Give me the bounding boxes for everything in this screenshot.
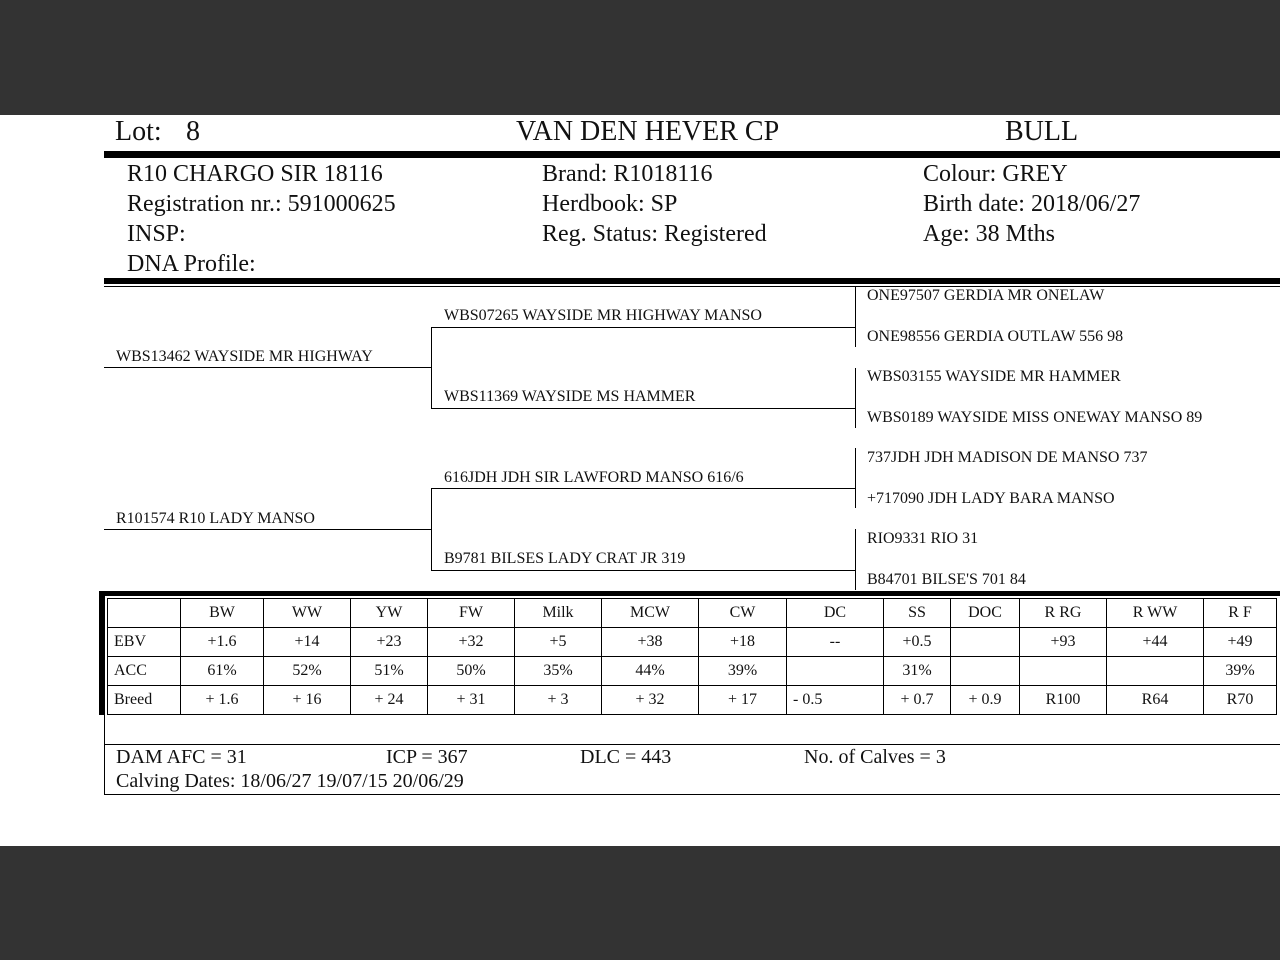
table-cell: + 1.6 xyxy=(181,686,264,715)
table-cell: + 31 xyxy=(428,686,515,715)
table-cell: +14 xyxy=(264,628,351,657)
dam-name: R101574 R10 LADY MANSO xyxy=(116,510,315,527)
age-field: Age: 38 Mths xyxy=(923,221,1055,247)
registration-number: Registration nr.: 591000625 xyxy=(127,191,396,217)
gg-name-4: WBS0189 WAYSIDE MISS ONEWAY MANSO 89 xyxy=(867,409,1203,426)
info-divider xyxy=(104,278,1280,284)
gg-name-6: +717090 JDH LADY BARA MANSO xyxy=(867,490,1115,507)
table-cell: +23 xyxy=(351,628,428,657)
sire-bracket xyxy=(431,327,432,408)
table-cell: R100 xyxy=(1020,686,1107,715)
table-cell: +32 xyxy=(428,628,515,657)
header-divider xyxy=(104,151,1280,158)
animal-sex: BULL xyxy=(1005,116,1079,147)
breeder-name: VAN DEN HEVER CP xyxy=(516,116,780,147)
calves-count: No. of Calves = 3 xyxy=(804,746,946,768)
table-cell: 44% xyxy=(602,657,699,686)
table-cell: 39% xyxy=(1204,657,1277,686)
table-cell: + 3 xyxy=(515,686,602,715)
table-cell: 52% xyxy=(264,657,351,686)
table-cell: 51% xyxy=(351,657,428,686)
table-cell: R64 xyxy=(1107,686,1204,715)
table-header: YW xyxy=(351,599,428,628)
table-cell: +49 xyxy=(1204,628,1277,657)
table-cell: 61% xyxy=(181,657,264,686)
sire-dam-line xyxy=(431,408,855,409)
ebv-top-border xyxy=(99,591,1280,596)
gg-bracket-3 xyxy=(855,448,856,508)
ebv-header-row xyxy=(108,599,1277,628)
table-cell: R70 xyxy=(1204,686,1277,715)
table-header: DC xyxy=(787,599,884,628)
table-header: Milk xyxy=(515,599,602,628)
brand-field: Brand: R1018116 xyxy=(542,161,713,187)
breed-row xyxy=(108,686,1277,715)
colour-field: Colour: GREY xyxy=(923,161,1068,187)
table-cell: + 17 xyxy=(699,686,787,715)
table-header: WW xyxy=(264,599,351,628)
table-cell xyxy=(951,628,1020,657)
table-header: DOC xyxy=(951,599,1020,628)
table-cell: +1.6 xyxy=(181,628,264,657)
table-cell: +44 xyxy=(1107,628,1204,657)
table-cell: + 24 xyxy=(351,686,428,715)
table-header: BW xyxy=(181,599,264,628)
birth-date-field: Birth date: 2018/06/27 xyxy=(923,191,1141,217)
lot-sheet xyxy=(0,115,1280,846)
acc-row xyxy=(108,657,1277,686)
ebv-row xyxy=(108,628,1277,657)
dam-afc: DAM AFC = 31 xyxy=(116,746,247,768)
sire-sire-name: WBS07265 WAYSIDE MR HIGHWAY MANSO xyxy=(444,307,762,324)
table-cell xyxy=(108,599,181,628)
dam-bracket xyxy=(431,488,432,570)
table-cell: 50% xyxy=(428,657,515,686)
table-header: SS xyxy=(884,599,951,628)
table-header: R RG xyxy=(1020,599,1107,628)
sire-sire-line xyxy=(431,327,855,328)
row-label: Breed xyxy=(108,686,181,715)
gg-name-8: B84701 BILSE'S 701 84 xyxy=(867,571,1026,588)
gg-bracket-2 xyxy=(855,368,856,428)
gg-name-1: ONE97507 GERDIA MR ONELAW xyxy=(867,287,1105,304)
table-cell: +5 xyxy=(515,628,602,657)
table-cell: +93 xyxy=(1020,628,1107,657)
table-cell xyxy=(951,657,1020,686)
reg-status-field: Reg. Status: Registered xyxy=(542,221,767,247)
animal-name: R10 CHARGO SIR 18116 xyxy=(127,161,383,187)
table-header: FW xyxy=(428,599,515,628)
dam-dam-line xyxy=(431,570,855,571)
table-cell: + 0.7 xyxy=(884,686,951,715)
table-cell: 31% xyxy=(884,657,951,686)
gg-name-3: WBS03155 WAYSIDE MR HAMMER xyxy=(867,368,1121,385)
insp-field: INSP: xyxy=(127,221,186,247)
herdbook-field: Herdbook: SP xyxy=(542,191,678,217)
gg-name-2: ONE98556 GERDIA OUTLAW 556 98 xyxy=(867,328,1124,345)
dna-profile-field: DNA Profile: xyxy=(127,251,256,277)
table-cell: +0.5 xyxy=(884,628,951,657)
dam-line xyxy=(104,529,431,530)
table-header: CW xyxy=(699,599,787,628)
table-cell: + 32 xyxy=(602,686,699,715)
gg-name-5: 737JDH JDH MADISON DE MANSO 737 xyxy=(867,449,1148,466)
table-cell xyxy=(787,657,884,686)
table-header: MCW xyxy=(602,599,699,628)
table-header: R F xyxy=(1204,599,1277,628)
table-cell: +18 xyxy=(699,628,787,657)
gg-name-7: RIO9331 RIO 31 xyxy=(867,530,979,547)
calving-dates: Calving Dates: 18/06/27 19/07/15 20/06/29 xyxy=(116,770,464,792)
table-header: R WW xyxy=(1107,599,1204,628)
table-cell xyxy=(1020,657,1107,686)
table-cell: - 0.5 xyxy=(787,686,884,715)
dam-sire-name: 616JDH JDH SIR LAWFORD MANSO 616/6 xyxy=(444,469,744,486)
dam-sire-line xyxy=(431,488,855,489)
lot-label: Lot: xyxy=(115,116,162,147)
table-cell: +38 xyxy=(602,628,699,657)
dam-box-left xyxy=(104,715,105,795)
table-cell: 35% xyxy=(515,657,602,686)
table-cell xyxy=(1107,657,1204,686)
table-cell: -- xyxy=(787,628,884,657)
dam-dam-name: B9781 BILSES LADY CRAT JR 319 xyxy=(444,550,686,567)
row-label: ACC xyxy=(108,657,181,686)
row-label: EBV xyxy=(108,628,181,657)
table-cell: + 0.9 xyxy=(951,686,1020,715)
icp-value: ICP = 367 xyxy=(386,746,468,768)
lot-number: 8 xyxy=(186,116,200,147)
gg-bracket-1 xyxy=(855,287,856,347)
sire-name: WBS13462 WAYSIDE MR HIGHWAY xyxy=(116,348,373,365)
table-cell: + 16 xyxy=(264,686,351,715)
sire-line xyxy=(104,367,431,368)
sire-dam-name: WBS11369 WAYSIDE MS HAMMER xyxy=(444,388,696,405)
dlc-value: DLC = 443 xyxy=(580,746,672,768)
ebv-table xyxy=(107,598,1277,715)
dam-box-bottom xyxy=(104,794,1280,795)
table-cell: 39% xyxy=(699,657,787,686)
gg-bracket-4 xyxy=(855,529,856,590)
ebv-left-border xyxy=(99,591,105,715)
dam-box-top xyxy=(104,744,1280,745)
